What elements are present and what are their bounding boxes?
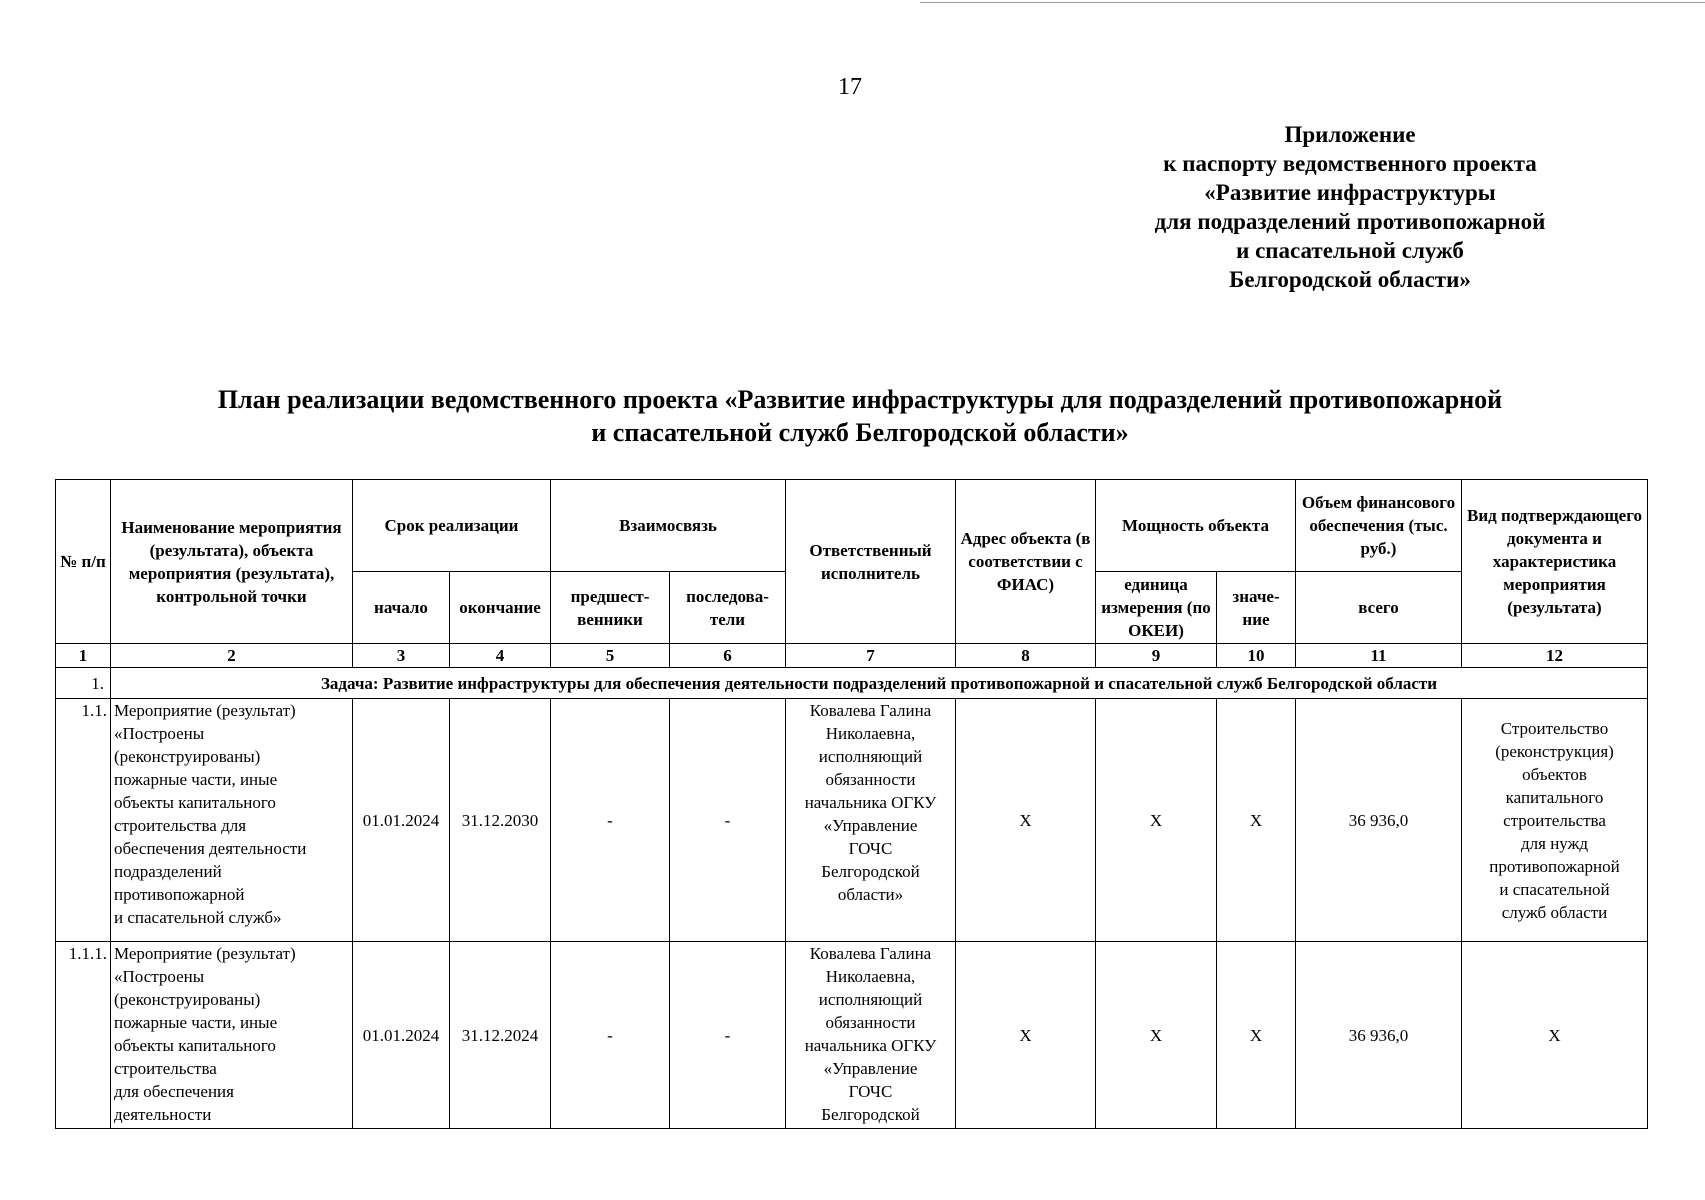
column-numbers-row [56, 644, 1648, 668]
column-number: 12 [1462, 644, 1648, 668]
row-responsible-line: «Управление [823, 816, 918, 835]
row-doc-line: Строительство [1500, 718, 1609, 738]
table-row [56, 942, 1648, 1129]
column-number: 5 [551, 644, 670, 668]
row-name-line: «Построены [114, 724, 205, 743]
appendix-line: к паспорту ведомственного проекта [1163, 151, 1537, 176]
appendix-line: Белгородской области» [1229, 267, 1471, 292]
row-total: 36 936,0 [1296, 942, 1462, 1129]
row-responsible-line: ГОЧС [848, 1082, 893, 1101]
row-predecessors: - [551, 699, 670, 942]
row-name-line: и спасательной служб» [114, 908, 282, 927]
row-start-date: 01.01.2024 [353, 699, 450, 942]
header-capacity: Мощность объекта [1096, 480, 1296, 572]
row-doc [1462, 699, 1648, 942]
row-doc-line: строительства [1503, 810, 1606, 830]
row-responsible-line: «Управление [823, 1059, 918, 1078]
column-number: 2 [111, 644, 353, 668]
header-relation: Взаимосвязь [551, 480, 786, 572]
row-name-line: объекты капитального [114, 793, 276, 812]
row-name-line: подразделений [114, 862, 222, 881]
row-doc-line: капитального [1505, 787, 1604, 807]
appendix-line: Приложение [1284, 122, 1416, 147]
appendix-line: для подразделений противопожарной [1154, 209, 1546, 234]
row-name-line: Мероприятие (результат) [114, 944, 296, 963]
header-successors: последова-тели [670, 572, 786, 644]
row-number: 1.1. [56, 699, 111, 942]
column-number: 9 [1096, 644, 1217, 668]
top-rule [920, 2, 1705, 3]
column-number: 6 [670, 644, 786, 668]
header-start: начало [353, 572, 450, 644]
row-name [111, 942, 353, 1129]
row-responsible-line: начальника ОГКУ [804, 1036, 937, 1055]
column-number: 11 [1296, 644, 1462, 668]
task-text: Задача: Развитие инфраструктуры для обеспечения деятельности подразделений противопожарной и спасательной служб Белгородской области [111, 668, 1648, 699]
row-name-line: деятельности [114, 1105, 212, 1124]
row-doc: X [1462, 942, 1648, 1129]
row-responsible-line: исполняющий [818, 747, 923, 766]
header-predecessors: предшест-венники [551, 572, 670, 644]
header-address: Адрес объекта (в соответствии с ФИАС) [956, 480, 1096, 644]
row-successors: - [670, 699, 786, 942]
task-row [56, 668, 1648, 699]
row-responsible-line: исполняющий [818, 990, 923, 1009]
row-doc-line: (реконструкция) [1495, 741, 1614, 761]
column-number: 1 [56, 644, 111, 668]
row-end-date: 31.12.2024 [450, 942, 551, 1129]
row-doc-line: объектов [1522, 764, 1587, 784]
row-value: X [1217, 699, 1296, 942]
row-responsible-line: Николаевна, [825, 967, 916, 986]
row-doc-line: для нужд [1521, 833, 1588, 853]
row-unit: X [1096, 942, 1217, 1129]
row-name-line: строительства для [114, 816, 247, 835]
row-doc-line: и спасательной [1499, 879, 1610, 899]
row-name-line: строительства [114, 1059, 217, 1078]
row-name [111, 699, 353, 942]
row-name-line: пожарные части, иные [114, 1013, 278, 1032]
row-responsible-line: Ковалева Галина [809, 944, 932, 963]
header-finance: Объем финансового обеспечения (тыс. руб.) [1296, 480, 1462, 572]
row-responsible [786, 942, 956, 1129]
header-unit: единица измерения (по ОКЕИ) [1096, 572, 1217, 644]
header-value: значе-ние [1217, 572, 1296, 644]
row-predecessors: - [551, 942, 670, 1129]
row-total: 36 936,0 [1296, 699, 1462, 942]
row-name-line: (реконструированы) [114, 747, 261, 766]
header-period: Срок реализации [353, 480, 551, 572]
row-address: X [956, 699, 1096, 942]
row-responsible-line: области» [837, 885, 904, 904]
column-number: 10 [1217, 644, 1296, 668]
row-name-line: противопожарной [114, 885, 245, 904]
row-name-line: «Построены [114, 967, 205, 986]
appendix-line: «Развитие инфраструктуры [1204, 180, 1496, 205]
task-number: 1. [56, 668, 111, 699]
row-responsible-line: Белгородской [821, 1105, 920, 1124]
row-responsible-line: Белгородской [821, 862, 920, 881]
row-doc-line: противопожарной [1489, 856, 1620, 876]
column-number: 3 [353, 644, 450, 668]
row-responsible-line: ГОЧС [848, 839, 893, 858]
row-successors: - [670, 942, 786, 1129]
row-name-line: (реконструированы) [114, 990, 261, 1009]
row-start-date: 01.01.2024 [353, 942, 450, 1129]
page-number: 17 [838, 74, 862, 100]
row-name-line: обеспечения деятельности [114, 839, 307, 858]
document-title [60, 383, 1660, 449]
header-end: окончание [450, 572, 551, 644]
row-responsible-line: обязанности [825, 1013, 916, 1032]
header-responsible: Ответственный исполнитель [786, 480, 956, 644]
appendix-line: и спасательной служб [1236, 238, 1464, 263]
row-responsible-line: Ковалева Галина [809, 701, 932, 720]
header-row-top [56, 480, 1648, 572]
plan-table [55, 479, 1648, 1129]
header-total: всего [1296, 572, 1462, 644]
row-address: X [956, 942, 1096, 1129]
row-doc-line: служб области [1501, 902, 1608, 922]
row-name-line: для обеспечения [114, 1082, 234, 1101]
header-doc: Вид подтверждающего документа и характеристика мероприятия (результата) [1462, 480, 1648, 644]
column-number: 8 [956, 644, 1096, 668]
row-end-date: 31.12.2030 [450, 699, 551, 942]
document-title-line: и спасательной служб Белгородской области» [591, 418, 1129, 447]
row-responsible-line: начальника ОГКУ [804, 793, 937, 812]
row-unit: X [1096, 699, 1217, 942]
table-row [56, 699, 1648, 942]
appendix-block [1100, 120, 1600, 294]
header-no: № п/п [56, 480, 111, 644]
row-responsible-line: обязанности [825, 770, 916, 789]
document-title-line: План реализации ведомственного проекта «Развитие инфраструктуры для подразделений противопожарной [217, 385, 1503, 414]
row-responsible [786, 699, 956, 942]
column-number: 7 [786, 644, 956, 668]
row-responsible-line: Николаевна, [825, 724, 916, 743]
header-name: Наименование мероприятия (результата), объекта мероприятия (результата), контрольной точки [111, 480, 353, 644]
row-value: X [1217, 942, 1296, 1129]
column-number: 4 [450, 644, 551, 668]
row-name-line: Мероприятие (результат) [114, 701, 296, 720]
row-name-line: пожарные части, иные [114, 770, 278, 789]
row-number: 1.1.1. [56, 942, 111, 1129]
row-name-line: объекты капитального [114, 1036, 276, 1055]
